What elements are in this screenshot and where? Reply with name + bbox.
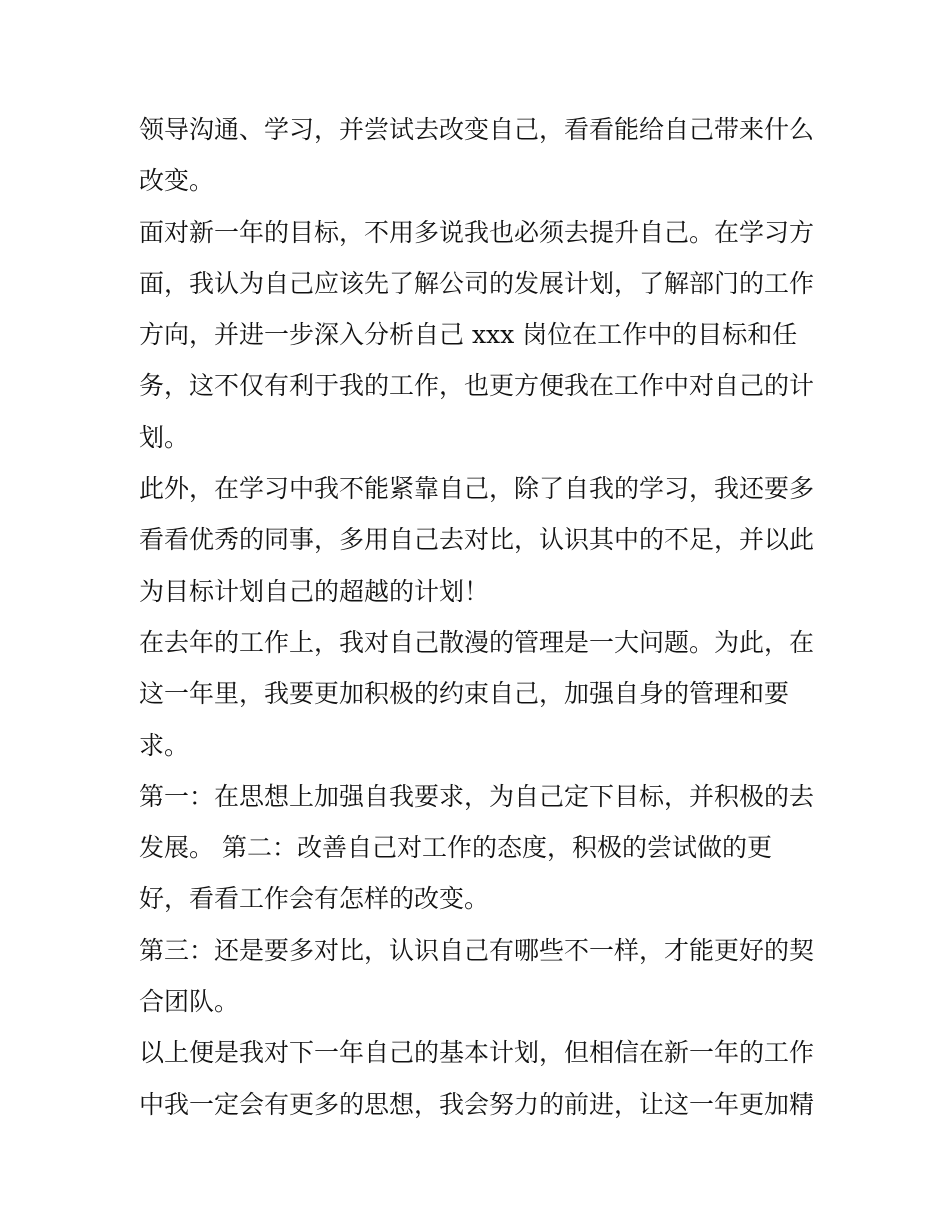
text-line: 好，看看工作会有怎样的改变。 xyxy=(139,884,490,914)
text-line: 第一：在思想上加强自我要求，为自己定下目标，并积极的去 xyxy=(139,781,815,811)
text-line: 此外，在学习中我不能紧靠自己，除了自我的学习，我还要多 xyxy=(139,474,815,504)
text-line: 方向，并进一步深入分析自己 xxx 岗位在工作中的目标和任 xyxy=(139,320,798,350)
text-line: 面，我认为自己应该先了解公司的发展计划，了解部门的工作 xyxy=(139,268,815,298)
text-line: 发展。 第二：改善自己对工作的态度，积极的尝试做的更 xyxy=(139,833,772,863)
text-line: 领导沟通、学习，并尝试去改变自己，看看能给自己带来什么 xyxy=(139,115,815,144)
text-line: 务，这不仅有利于我的工作，也更方便我在工作中对自己的计 xyxy=(139,371,815,401)
text-line: 求。 xyxy=(139,730,190,760)
text-line: 划。 xyxy=(139,422,190,452)
text-line: 改变。 xyxy=(139,166,215,196)
text-line: 面对新一年的目标，不用多说我也必须去提升自己。在学习方 xyxy=(139,217,815,247)
text-line: 看看优秀的同事，多用自己去对比，认识其中的不足，并以此 xyxy=(139,525,815,555)
text-line: 这一年里，我要更加积极的约束自己，加强自身的管理和要 xyxy=(139,679,790,709)
text-line: 中我一定会有更多的思想，我会努力的前进，让这一年更加精 xyxy=(139,1089,815,1119)
text-line: 第三：还是要多对比，认识自己有哪些不一样，才能更好的契 xyxy=(139,935,815,965)
text-line: 在去年的工作上，我对自己散漫的管理是一大问题。为此，在 xyxy=(139,627,815,657)
text-line: 以上便是我对下一年自己的基本计划，但相信在新一年的工作 xyxy=(139,1038,815,1068)
text-line: 合团队。 xyxy=(139,987,240,1017)
document-body xyxy=(139,104,829,1130)
text-line: 为目标计划自己的超越的计划！ xyxy=(139,576,490,606)
